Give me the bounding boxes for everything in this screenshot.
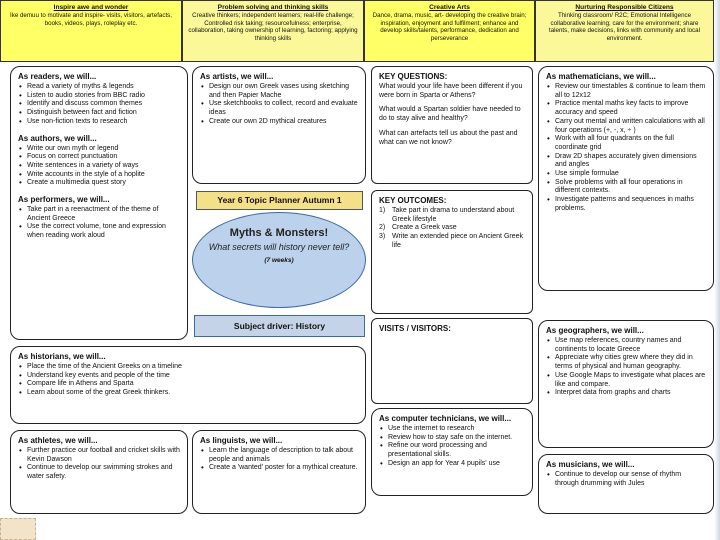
page-edge-shadow bbox=[714, 0, 720, 540]
item-text: Write an extended piece on Ancient Greek life bbox=[392, 233, 524, 249]
authors-list bbox=[18, 145, 180, 189]
list-item: • Place the time of the Ancient Greeks on a timeline bbox=[18, 363, 358, 372]
list-item: • Create a multimedia quest story bbox=[18, 179, 180, 188]
computer-heading: As computer technicians, we will... bbox=[379, 414, 512, 423]
banner-body: Ike demuu to motivate and inspire- visits, visitors, artefacts, books, videos, plays, roleplay etc. bbox=[10, 12, 172, 27]
list-item: • Use the correct volume, tone and expression when reading work aloud bbox=[18, 223, 180, 240]
readers-authors-box bbox=[10, 66, 188, 340]
topic-ellipse bbox=[192, 212, 366, 308]
list-item: • Continue to develop our swimming strokes and water safety. bbox=[18, 464, 180, 481]
banner-body: Thinking classroom/ R2C; Emotional Intelligence collaborative learning; care for the environment; share talents, make decisions, links with community and local environment. bbox=[549, 12, 700, 42]
questions-heading: KEY QUESTIONS: bbox=[379, 72, 448, 81]
planner-title: Year 6 Topic Planner Autumn 1 bbox=[196, 191, 363, 210]
topic-duration: (7 weeks) bbox=[264, 257, 294, 264]
athletes-heading: As athletes, we will... bbox=[18, 436, 98, 445]
computer-list bbox=[379, 425, 525, 469]
athletes-list bbox=[18, 447, 180, 482]
authors-heading: As authors, we will... bbox=[18, 133, 97, 143]
list-item: • Write accounts in the style of a hoplite bbox=[18, 171, 180, 180]
list-item bbox=[379, 207, 525, 224]
visits-heading: VISITS / VISITORS: bbox=[379, 324, 451, 333]
musicians-box bbox=[538, 454, 714, 514]
list-item: • Create a 'wanted' poster for a mythical creature. bbox=[200, 464, 358, 473]
historians-box bbox=[10, 346, 366, 424]
athletes-box bbox=[10, 430, 188, 514]
historians-list bbox=[18, 363, 358, 398]
banner-inspire bbox=[0, 0, 182, 62]
list-item: • Draw 2D shapes accurately given dimensions and angles bbox=[546, 153, 706, 170]
musicians-heading: As musicians, we will... bbox=[546, 460, 635, 469]
linguists-list bbox=[200, 447, 358, 473]
key-outcomes-box bbox=[371, 190, 533, 314]
topic-title: Myths & Monsters! bbox=[229, 227, 329, 239]
list-item: • Work with all four quadrants on the full coordinate grid bbox=[546, 135, 706, 152]
artists-box bbox=[192, 66, 366, 184]
item-number: 1) bbox=[379, 207, 386, 214]
list-item: • Take part in a reenactment of the theme of Ancient Greece bbox=[18, 206, 180, 223]
mathematicians-list bbox=[546, 83, 706, 214]
list-item: • Further practice our football and cricket skills with Kevin Dawson bbox=[18, 447, 180, 464]
list-item: • Carry out mental and written calculations with all four operations (+, -, x, ÷ ) bbox=[546, 118, 706, 135]
visits-box bbox=[371, 318, 533, 404]
list-item: • Use simple formulae bbox=[546, 170, 706, 179]
list-item: • Investigate patterns and sequences in maths problems. bbox=[546, 196, 706, 213]
outcomes-list bbox=[379, 207, 525, 251]
list-item: • Use sketchbooks to collect, record and evaluate ideas bbox=[200, 100, 358, 117]
list-item: • Practice mental maths key facts to improve accuracy and speed bbox=[546, 100, 706, 117]
list-item: • Focus on correct punctuation bbox=[18, 153, 180, 162]
key-questions-box bbox=[371, 66, 533, 184]
banner-title: Problem solving and thinking skills bbox=[217, 4, 329, 11]
list-item: • Identify and discuss common themes bbox=[18, 100, 180, 109]
list-item: • Solve problems with all four operations in different contexts. bbox=[546, 179, 706, 196]
list-item: • Interpret data from graphs and charts bbox=[546, 389, 706, 398]
list-item: • Use non-fiction texts to research bbox=[18, 118, 180, 127]
list-item: • Design an app for Year 4 pupils' use bbox=[379, 460, 525, 469]
linguists-heading: As linguists, we will... bbox=[200, 436, 283, 445]
item-number: 3) bbox=[379, 233, 386, 241]
list-item: • Use map references, country names and continents to locate Greece bbox=[546, 337, 706, 354]
list-item bbox=[379, 224, 525, 233]
list-item: • Learn about some of the great Greek thinkers. bbox=[18, 389, 358, 398]
corner-swatch bbox=[0, 518, 36, 540]
mathematicians-box bbox=[538, 66, 714, 291]
subject-driver: Subject driver: History bbox=[194, 315, 365, 337]
list-item: • Refine our word processing and presentational skills. bbox=[379, 442, 525, 459]
list-item: • Continue to develop our sense of rhythm through drumming with Jules bbox=[546, 471, 706, 488]
banner-creative-arts bbox=[364, 0, 535, 62]
outcomes-heading: KEY OUTCOMES: bbox=[379, 196, 447, 205]
linguists-box bbox=[192, 430, 366, 514]
artists-list bbox=[200, 83, 358, 127]
list-item: • Understand key events and people of the time bbox=[18, 372, 358, 381]
list-item: • Distinguish between fact and fiction bbox=[18, 109, 180, 118]
musicians-list bbox=[546, 471, 706, 488]
list-item: • Listen to audio stories from BBC radio bbox=[18, 92, 180, 101]
historians-heading: As historians, we will... bbox=[18, 352, 106, 361]
banner-citizens bbox=[535, 0, 714, 62]
list-item: • Use the internet to research bbox=[379, 425, 525, 434]
list-item: • Create our own 2D mythical creatures bbox=[200, 118, 358, 127]
performers-list bbox=[18, 206, 180, 241]
list-item: • Appreciate why cities grew where they did in terms of physical and human geography. bbox=[546, 354, 706, 371]
geographers-box bbox=[538, 320, 714, 448]
banner-title: Nurturing Responsible Citizens bbox=[575, 4, 674, 11]
readers-list bbox=[18, 83, 180, 127]
list-item: • Write sentences in a variety of ways bbox=[18, 162, 180, 171]
mathematicians-heading: As mathematicians, we will... bbox=[546, 72, 656, 81]
performers-heading: As performers, we will... bbox=[18, 195, 110, 205]
list-item: • Read a variety of myths & legends bbox=[18, 83, 180, 92]
banner-title: Creative Arts bbox=[429, 4, 470, 11]
banner-body: Dance, drama, music, art- developing the creative brain; inspiration, enjoyment and fulfilment; enhance and develop skills/talents, performance, dedication and perseverance bbox=[372, 12, 527, 42]
question-text: What would your life have been different if you were born in Sparta or Athens? bbox=[379, 83, 523, 99]
banner-body: Creative thinkers; independent learners; real-life challenge; Controlled risk taking; resourcefulness; enterprise, collaboration, taking ownership of learning, factoring; applying thinking skills bbox=[188, 12, 358, 42]
readers-heading: As readers, we will... bbox=[18, 72, 97, 81]
artists-heading: As artists, we will... bbox=[200, 72, 274, 81]
geographers-list bbox=[546, 337, 706, 398]
question-text: What would a Spartan soldier have needed to do to stay alive and healthy? bbox=[379, 106, 521, 123]
banner-title: Inspire awe and wonder bbox=[53, 4, 129, 11]
list-item: • Review our timestables & continue to learn them all to 12x12 bbox=[546, 83, 706, 100]
item-number: 2) bbox=[379, 224, 386, 232]
list-item bbox=[379, 233, 525, 250]
banner-problem-solving bbox=[182, 0, 364, 62]
list-item: • Use Google Maps to investigate what places are like and compare. bbox=[546, 372, 706, 389]
item-text: Create a Greek vase bbox=[392, 224, 457, 232]
list-item: • Compare life in Athens and Sparta bbox=[18, 380, 358, 389]
list-item: • Learn the language of description to talk about people and animals bbox=[200, 447, 358, 464]
question-text: What can artefacts tell us about the past and what can we not know? bbox=[379, 129, 518, 146]
item-text: Take part in drama to understand about Greek lifestyle bbox=[392, 207, 515, 223]
list-item: • Design our own Greek vases using sketching and then Papier Mache bbox=[200, 83, 358, 100]
list-item: • Review how to stay safe on the internet. bbox=[379, 434, 525, 443]
geographers-heading: As geographers, we will... bbox=[546, 326, 644, 335]
list-item: • Write our own myth or legend bbox=[18, 145, 180, 154]
topic-question: What secrets will history never tell? bbox=[208, 242, 350, 252]
computer-technicians-box bbox=[371, 408, 533, 496]
